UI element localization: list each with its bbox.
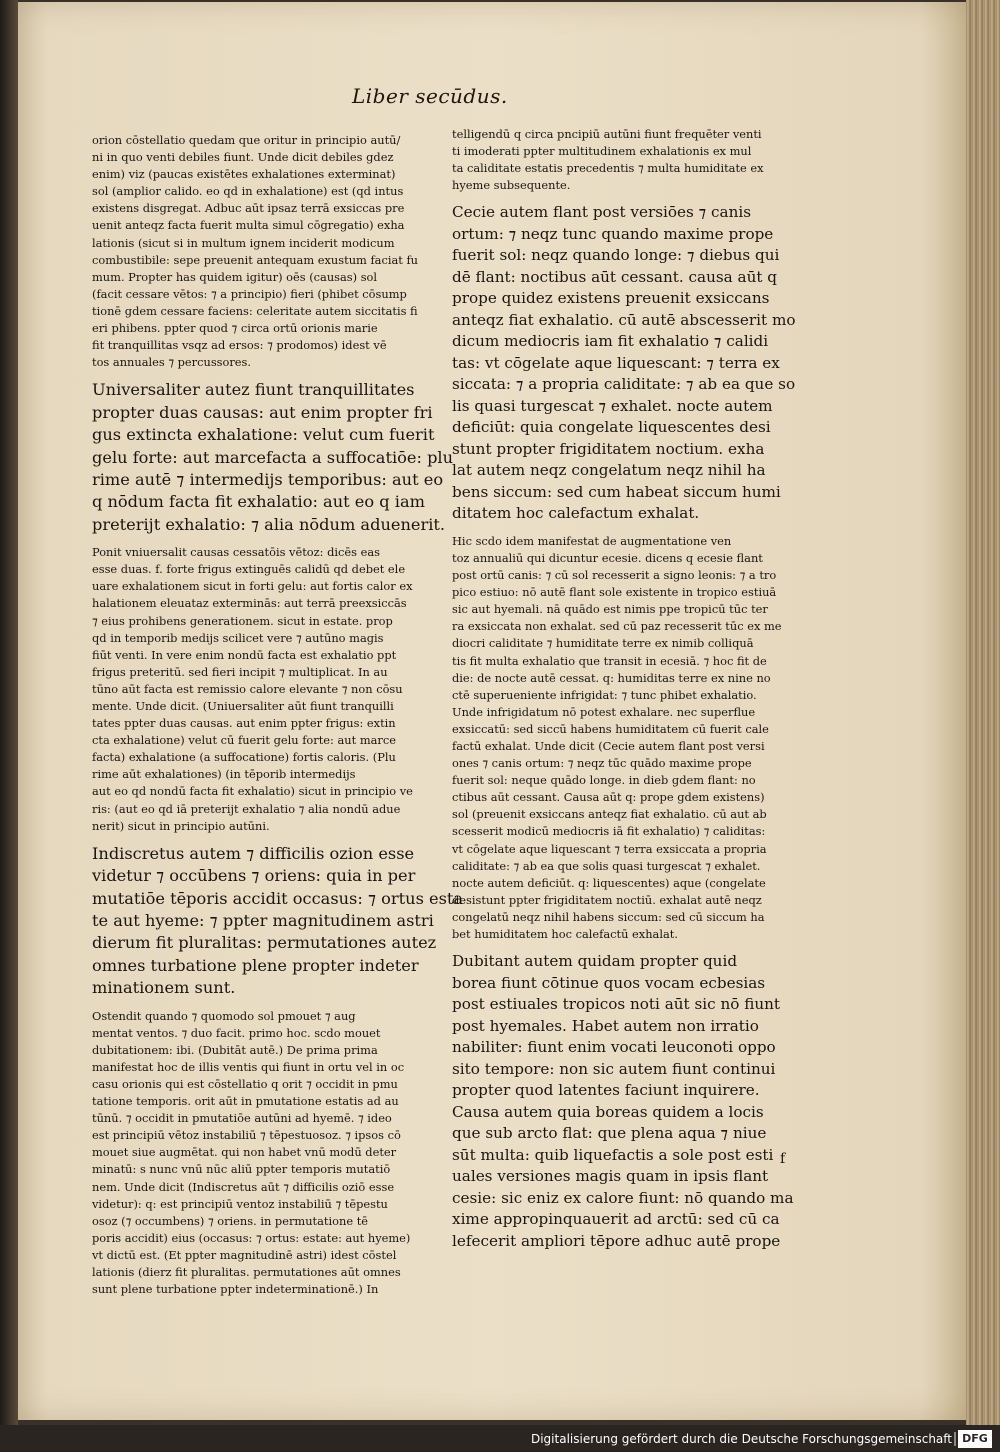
text-line: que sub arcto flat: que plena aqua ⁊ niue bbox=[452, 1124, 767, 1143]
text-line: propter quod latentes faciunt inquirere. bbox=[452, 1081, 760, 1100]
digitization-credit: Digitalisierung gefördert durch die Deutsche Forschungsgemeinschaft bbox=[530, 1432, 952, 1446]
text-line: (facit cessare vētos: ⁊ a principio) fieri (phibet cōsump bbox=[92, 286, 407, 301]
text-line: toz annualiū qui dicuntur ecesie. dicens q ecesie flant bbox=[452, 550, 763, 565]
text-line: nem. Unde dicit (Indiscretus aūt ⁊ difficilis oziō esse bbox=[92, 1179, 395, 1194]
commentary-block bbox=[452, 126, 797, 194]
text-line: mum. Propter has quidem igitur) oēs (causas) sol bbox=[92, 269, 378, 284]
text-line: post estiuales tropicos noti aūt sic nō fiunt bbox=[452, 995, 781, 1014]
text-line: cesie: sic eniz ex calore fiunt: nō quando ma bbox=[452, 1188, 794, 1207]
text-line: fiūt venti. In vere enim nondū facta est exhalatio ppt bbox=[92, 647, 397, 662]
text-line: desistunt ppter frigiditatem noctiū. exhalat autē neqz bbox=[452, 892, 762, 907]
text-line: Dubitant autem quidam propter quid bbox=[452, 952, 738, 971]
text-line: post hyemales. Habet autem non irratio bbox=[452, 1016, 759, 1035]
text-line: sol (amplior calido. eo qd in exhalatione) est (qd intus bbox=[92, 184, 404, 199]
text-line: Ponit vniuersalit causas cessatōis vētoz: dicēs eas bbox=[92, 545, 381, 560]
text-line: factū exhalat. Unde dicit (Cecie autem flant post versi bbox=[452, 739, 765, 753]
text-line: lefecerit ampliori tēpore adhuc autē prope bbox=[452, 1231, 781, 1250]
text-line: Unde infrigidatum nō potest exhalare. nec superflue bbox=[452, 704, 756, 719]
text-line: uare exhalationem sicut in forti gelu: aut fortis calor ex bbox=[92, 579, 413, 594]
text-line: halationem eleuataz exterminās: aut terrā preexsiccās bbox=[92, 596, 407, 611]
text-line: dē flant: noctibus aūt cessant. causa aūt q bbox=[452, 267, 778, 286]
footer-separator bbox=[954, 1432, 956, 1446]
text-line: telligendū q circa pncipiū autūni fiunt frequēter venti bbox=[452, 127, 762, 141]
text-line: gus extincta exhalatione: velut cum fuerit bbox=[92, 425, 435, 445]
text-line: lationis (sicut si in multum ignem inciderit modicum bbox=[92, 235, 395, 250]
main-text-block bbox=[92, 843, 464, 1000]
text-line: xime appropinquauerit ad arctū: sed cū ca bbox=[452, 1210, 780, 1229]
paragraph-gap bbox=[92, 1000, 432, 1008]
text-line: facta) exhalatione (a suffocatione) fortis caloris. (Plu bbox=[92, 750, 396, 765]
text-line: aut eo qd nondū facta fit exhalatio) sicut in principio ve bbox=[92, 784, 413, 799]
text-line: omnes turbatione plene propter indeter bbox=[92, 955, 419, 975]
text-line: poris accidit) eius (occasus: ⁊ ortus: estate: aut hyeme) bbox=[92, 1230, 411, 1245]
text-line: tis fit multa exhalatio que transit in ecesiā. ⁊ hoc fit de bbox=[452, 653, 767, 668]
text-line: q nōdum facta fit exhalatio: aut eo q iam bbox=[92, 492, 425, 512]
text-line: minatū: s nunc vnū nūc aliū ppter temporis mutatiō bbox=[92, 1162, 391, 1177]
main-text-block bbox=[92, 379, 454, 536]
text-line: existens disgregat. Adbuc aūt ipsaz terrā exsiccas pre bbox=[92, 201, 405, 216]
running-head: Liber secūdus. bbox=[352, 84, 508, 108]
text-line: pico estiuo: nō autē flant sole existente in tropico estiuā bbox=[452, 585, 777, 600]
text-line: eri phibens. ppter quod ⁊ circa ortū orionis marie bbox=[92, 321, 378, 336]
text-line: exsiccatū: sed siccū habens humiditatem cū fuerit cale bbox=[452, 721, 769, 736]
text-line: enim) viz (paucas existētes exhalationes exterminat) bbox=[92, 167, 396, 182]
text-line: ctibus aūt cessant. Causa aūt q: prope gdem existens) bbox=[452, 790, 765, 805]
text-line: ta caliditate estatis precedentis ⁊ multa humiditate ex bbox=[452, 161, 764, 176]
text-line: ⁊ eius prohibens generationem. sicut in estate. prop bbox=[92, 613, 393, 628]
text-line: lationis (dierz fit pluralitas. permutationes aūt omnes bbox=[92, 1265, 401, 1279]
text-line: propter duas causas: aut enim propter fri bbox=[92, 402, 433, 422]
text-line: dubitationem: ibi. (Dubitāt autē.) De prima prima bbox=[92, 1042, 378, 1057]
text-line: sūt multa: quib liquefactis a sole post esti bbox=[452, 1145, 774, 1164]
text-line: preterijt exhalatio: ⁊ alia nōdum aduenerit. bbox=[92, 514, 446, 534]
text-line: rime autē ⁊ intermedijs temporibus: aut eo bbox=[92, 469, 444, 489]
main-text-block bbox=[452, 202, 797, 525]
text-line: ra exsiccata non exhalat. sed cū paz recesserit tūc ex me bbox=[452, 619, 782, 634]
text-line: mente. Unde dicit. (Uniuersaliter aūt fiunt tranquilli bbox=[92, 699, 394, 713]
binding-gutter bbox=[0, 0, 18, 1425]
text-line: uales versiones magis quam in ipsis flant bbox=[452, 1167, 769, 1186]
paragraph-gap bbox=[92, 536, 432, 544]
text-line: tatione temporis. orit aūt in pmutatione estatis ad au bbox=[92, 1094, 399, 1109]
text-line: tionē gdem cessare faciens: celeritate autem siccitatis fi bbox=[92, 303, 418, 318]
text-line: scesserit modicū mediocris iā fit exhalatio) ⁊ caliditas: bbox=[452, 824, 766, 839]
text-line: tates ppter duas causas. aut enim ppter frigus: extin bbox=[92, 716, 396, 731]
text-line: lis quasi turgescat ⁊ exhalet. nocte autem bbox=[452, 396, 773, 415]
text-line: ctē superueniente infrigidat: ⁊ tunc phibet exhalatio. bbox=[452, 687, 757, 702]
text-line: dierum fit pluralitas: permutationes autez bbox=[92, 933, 437, 953]
text-line: tūno aūt facta est remissio calore elevante ⁊ non cōsu bbox=[92, 681, 403, 696]
page-fore-edge bbox=[966, 0, 1000, 1425]
text-line: orion cōstellatio quedam que oritur in principio autū/ bbox=[92, 133, 401, 147]
text-line: die: de nocte autē cessat. q: humiditas terre ex nine no bbox=[452, 670, 771, 685]
paragraph-gap bbox=[92, 1298, 432, 1306]
text-line: vt cōgelate aque liquescant ⁊ terra exsiccata a propria bbox=[452, 841, 767, 856]
paragraph-gap bbox=[452, 525, 797, 533]
text-line: Cecie autem flant post versiōes ⁊ canis bbox=[452, 203, 752, 222]
text-line: siccata: ⁊ a propria caliditate: ⁊ ab ea que so bbox=[452, 375, 796, 394]
text-line: Indiscretus autem ⁊ difficilis ozion esse bbox=[92, 843, 415, 863]
text-line: minationem sunt. bbox=[92, 978, 236, 998]
text-line: sito tempore: non sic autem fiunt continui bbox=[452, 1059, 776, 1078]
text-line: frigus preteritū. sed fieri incipit ⁊ multiplicat. In au bbox=[92, 664, 388, 679]
text-line: lat autem neqz congelatum neqz nihil ha bbox=[452, 461, 766, 480]
text-line: bet humiditatem hoc calefactū exhalat. bbox=[452, 927, 678, 942]
text-line: nocte autem deficiūt. q: liquescentes) aque (congelate bbox=[452, 875, 766, 890]
signature-mark: f bbox=[780, 1151, 786, 1167]
text-line: borea fiunt cōtinue quos vocam ecbesias bbox=[452, 973, 766, 992]
text-line: Ostendit quando ⁊ quomodo sol pmouet ⁊ aug bbox=[92, 1008, 356, 1023]
text-line: nerit) sicut in principio autūni. bbox=[92, 818, 270, 833]
text-line: nabiliter: fiunt enim vocati leuconoti oppo bbox=[452, 1038, 776, 1057]
text-line: tas: vt cōgelate aque liquescant: ⁊ terra ex bbox=[452, 353, 780, 372]
text-line: mentat ventos. ⁊ duo facit. primo hoc. scdo mouet bbox=[92, 1025, 381, 1040]
dfg-logo: DFG bbox=[958, 1430, 992, 1448]
text-line: videtur): q: est principiū ventoz instabiliū ⁊ tēpestu bbox=[92, 1196, 388, 1211]
text-line: fuerit sol: neque quādo longe. in dieb gdem flant: no bbox=[452, 773, 756, 788]
text-line: uenit anteqz facta fuerit multa simul cōgregatio) exha bbox=[92, 218, 405, 233]
commentary-block bbox=[92, 132, 432, 371]
text-line: manifestat hoc de illis ventis qui fiunt in ortu vel in oc bbox=[92, 1059, 405, 1074]
text-line: Hic scdo idem manifestat de augmentatione ven bbox=[452, 533, 732, 548]
text-line: dicum mediocris iam fit exhalatio ⁊ calidi bbox=[452, 332, 769, 351]
paragraph-gap bbox=[452, 943, 797, 951]
text-line: Universaliter autez fiunt tranquillitates bbox=[92, 380, 415, 400]
text-line: anteqz fiat exhalatio. cū autē abscesserit mo bbox=[452, 310, 796, 329]
text-line: sunt plene turbatione ppter indeterminationē.) In bbox=[92, 1282, 379, 1297]
text-line: videtur ⁊ occūbens ⁊ oriens: quia in per bbox=[92, 866, 416, 886]
text-line: prope quidez existens preuenit exsiccans bbox=[452, 289, 770, 308]
text-line: diocri caliditate ⁊ humiditate terre ex nimib colliquā bbox=[452, 636, 754, 651]
text-line: stunt propter frigiditatem noctium. exha bbox=[452, 439, 765, 458]
text-line: fit tranquillitas vsqz ad ersos: ⁊ prodomos) idest vē bbox=[92, 338, 387, 353]
text-line: caliditate: ⁊ ab ea que solis quasi turgescat ⁊ exhalet. bbox=[452, 858, 761, 873]
right-text-column bbox=[452, 126, 797, 1260]
paragraph-gap bbox=[92, 835, 432, 843]
text-line: gelu forte: aut marcefacta a suffocatiōe: plu bbox=[92, 447, 454, 467]
text-line: cta exhalatione) velut cū fuerit gelu forte: aut marce bbox=[92, 733, 396, 748]
text-line: post ortū canis: ⁊ cū sol recesserit a signo leonis: ⁊ a tro bbox=[452, 568, 777, 583]
paragraph-gap bbox=[452, 194, 797, 202]
text-line: mouet siue augmētat. qui non habet vnū modū deter bbox=[92, 1145, 397, 1160]
text-line: qd in temporib medijs scilicet vere ⁊ autūno magis bbox=[92, 630, 384, 645]
text-line: tos annuales ⁊ percussores. bbox=[92, 355, 252, 370]
text-line: deficiūt: quia congelate liquescentes desi bbox=[452, 418, 771, 437]
left-text-column bbox=[92, 132, 464, 1306]
commentary-block bbox=[92, 1008, 432, 1299]
text-line: casu orionis qui est cōstellatio q orit ⁊ occidit in pmu bbox=[92, 1076, 398, 1091]
text-line: ni in quo venti debiles fiunt. Unde dicit debiles gdez bbox=[92, 150, 394, 165]
text-line: ris: (aut eo qd iā preterijt exhalatio ⁊ alia nondū adue bbox=[92, 801, 401, 816]
text-line: Causa autem quia boreas quidem a locis bbox=[452, 1102, 764, 1121]
text-line: rime aūt exhalationes) (in tēporib intermedijs bbox=[92, 767, 356, 782]
text-line: te aut hyeme: ⁊ ppter magnitudinem astri bbox=[92, 910, 434, 930]
text-line: esse duas. f. forte frigus extinguēs calidū qd debet ele bbox=[92, 562, 406, 577]
text-line: sol (preuenit exsiccans anteqz fiat exhalatio. cū aut ab bbox=[452, 807, 767, 822]
text-line: hyeme subsequente. bbox=[452, 178, 571, 193]
commentary-block bbox=[92, 544, 432, 835]
text-line: congelatū neqz nihil habens siccum: sed cū siccum ha bbox=[452, 909, 765, 924]
main-text-block bbox=[452, 951, 797, 1252]
text-line: sic aut hyemali. nā quādo est nimis ppe tropicū tūc ter bbox=[452, 602, 768, 617]
text-line: combustibile: sepe preuenit antequam exustum faciat fu bbox=[92, 252, 419, 267]
text-line: tūnū. ⁊ occidit in pmutatiōe autūni ad hyemē. ⁊ ideo bbox=[92, 1111, 392, 1126]
text-line: fuerit sol: neqz quando longe: ⁊ diebus qui bbox=[452, 246, 780, 265]
text-line: ortum: ⁊ neqz tunc quando maxime prope bbox=[452, 224, 774, 243]
commentary-block bbox=[452, 533, 797, 943]
text-line: est principiū vētoz instabiliū ⁊ tēpestuosoz. ⁊ ipsos cō bbox=[92, 1128, 401, 1143]
text-line: osoz (⁊ occumbens) ⁊ oriens. in permutatione tē bbox=[92, 1213, 369, 1228]
text-line: mutatiōe tēporis accidit occasus: ⁊ ortus esta bbox=[92, 888, 464, 908]
text-line: ti imoderati ppter multitudinem exhalationis ex mul bbox=[452, 144, 752, 159]
paragraph-gap bbox=[92, 371, 432, 379]
text-line: ones ⁊ canis ortum: ⁊ neqz tūc quādo maxime prope bbox=[452, 756, 752, 771]
text-line: bens siccum: sed cum habeat siccum humi bbox=[452, 482, 781, 501]
paragraph-gap bbox=[452, 1252, 797, 1260]
text-line: ditatem hoc calefactum exhalat. bbox=[452, 504, 700, 523]
text-line: vt dictū est. (Et ppter magnitudinē astri) idest cōstel bbox=[92, 1247, 397, 1262]
